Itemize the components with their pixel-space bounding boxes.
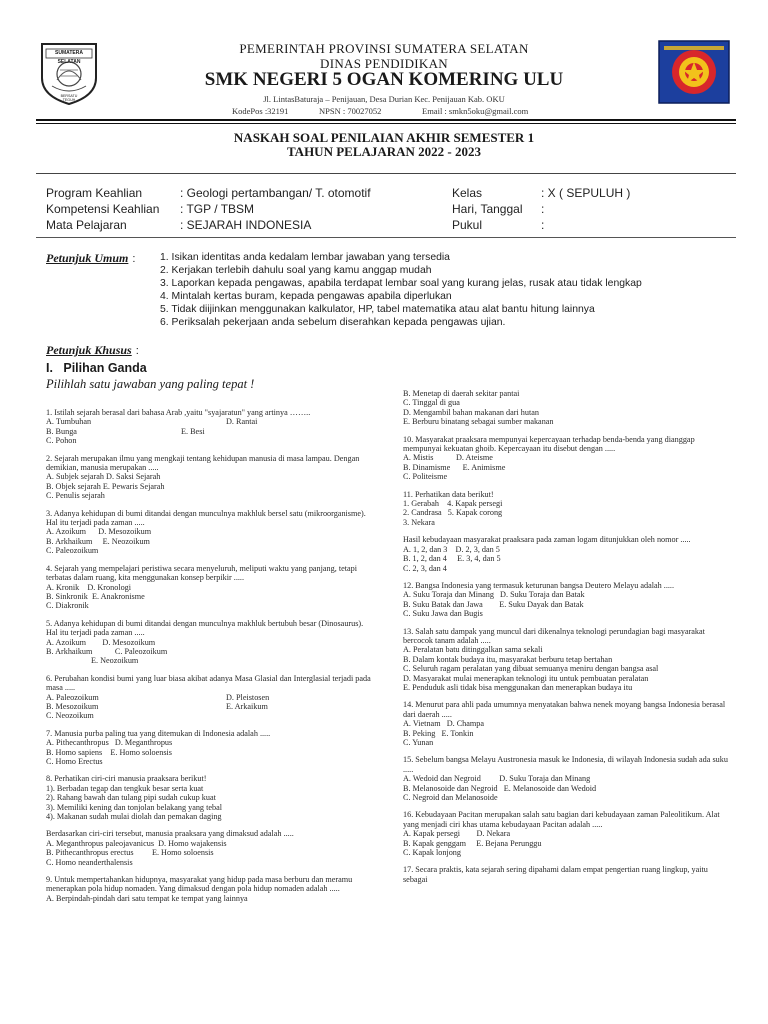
option: C. Penulis sejarah: [46, 491, 105, 501]
option: D. Masyarakat mulai menerapkan teknologi itu untuk pembuatan peralatan: [403, 673, 649, 683]
logo-text-bottom: BERSATU TEGUH: [60, 94, 78, 102]
logo-text-top: SUMATERA SELATAN: [55, 50, 83, 65]
question-stem: 10. Masyarakat praaksara mempunyai kepercayaan terhadap benda-benda yang dianggap mempunyai kekuatan ghoib. Kepercayaan itu disebut dengan .....: [403, 434, 695, 454]
option: B. Homo sapiens E. Homo soloensis: [46, 747, 172, 757]
list-item: 1). Berbadan tegap dan tengkuk besar serta kuat: [46, 783, 204, 793]
question-stem: 14. Menurut para ahli pada umumnya menyatakan bahwa nenek moyang bangsa Indonesia berasal dari daerah .....: [403, 700, 726, 719]
option: A. Berpindah-pindah dari satu tempat ke tempat yang lainnya: [46, 893, 248, 903]
option: B. 1, 2, dan 4 E. 3, 4, dan 5: [403, 554, 501, 564]
option: A. Kapak persegi D. Nekara: [403, 829, 511, 839]
exam-title: NASKAH SOAL PENILAIAN AKHIR SEMESTER 1: [233, 130, 535, 145]
mapel-label: Mata Pelajaran: [46, 218, 127, 232]
pukul-value: :: [541, 218, 545, 232]
header-divider-thick: [36, 119, 736, 121]
header-npsn: NPSN : 70027052: [319, 106, 382, 116]
question-16: [403, 810, 733, 857]
instruction-item: 6. Periksalah pekerjaan anda sebelum diserahkan kepada pengawas ujian.: [160, 317, 506, 328]
petunjuk-khusus-heading: [46, 341, 139, 359]
kompetensi-value: : TGP / TBSM: [180, 202, 255, 216]
program-value: : Geologi pertambangan/ T. otomotif: [180, 186, 371, 200]
question-4: [46, 564, 372, 611]
option: B. Pithecanthropus erectus E. Homo soloensis: [46, 848, 214, 858]
program-label: Program Keahlian: [46, 186, 143, 200]
question-8: [46, 774, 372, 821]
kelas-value: : X ( SEPULUH ): [541, 186, 631, 200]
option: B. Dinamisme E. Animisme: [403, 462, 506, 472]
option: A. Pithecanthropus D. Meganthropus: [46, 738, 173, 748]
option: A. Azoikum D. Mesozoikum: [46, 527, 152, 537]
option: B. Arkhaikum C. Paleozoikum: [46, 646, 168, 656]
option: C. Homo Erectus: [46, 757, 103, 766]
option: C. Pohon: [46, 436, 77, 446]
instruction-item: 5. Tidak diijinkan menggunakan kalkulator, HP, tabel matematika atau alat bantu hitung lainnya: [160, 304, 595, 315]
option: C. Homo neanderthalensis: [46, 857, 133, 867]
option: A. Subjek sejarah D. Saksi Sejarah: [46, 472, 161, 482]
question-stem: 2. Sejarah merupakan ilmu yang mengkaji tentang kehidupan manusia di masa lampau. Dengan demikian, manusia merupakan .....: [46, 453, 360, 473]
instruction-item: 3. Laporkan kepada pengawas, apabila terdapat lembar soal yang kurang jelas, rusak atau tidak lengkap: [160, 278, 642, 289]
petunjuk-umum-heading: [46, 249, 135, 267]
header-kodepos: KodePos :32191: [232, 106, 289, 116]
option: A. Suku Toraja dan Minang D. Suku Toraja dan Batak: [403, 590, 585, 600]
option: B. Melanosoide dan Negroid E. Melanosoide dan Wedoid: [403, 783, 597, 793]
question-stem: 1. Istilah sejarah berasal dari bahasa Arab ,yaitu "syajaratun" yang artinya ……..: [46, 408, 311, 417]
question-5: [46, 619, 372, 666]
option: B. Objek sejarah E. Pewaris Sejarah: [46, 481, 165, 491]
question-stem: 12. Bangsa Indonesia yang termasuk keturunan bangsa Deutero Melayu adalah .....: [403, 580, 675, 590]
question-8-options: [46, 829, 372, 867]
option: C. Suku Jawa dan Bugis: [403, 609, 483, 619]
list-item: 4). Makanan sudah mulai diolah dan pemakan daging: [46, 812, 222, 822]
option: C. Paleozoikum: [46, 546, 99, 556]
option: C. Diakronik: [46, 601, 89, 611]
option: C. Politeisme: [403, 472, 448, 482]
question-14: [403, 700, 733, 747]
petunjuk-umum-colon: :: [132, 253, 136, 265]
section-subtitle: Pilihlah satu jawaban yang paling tepat !: [46, 377, 255, 391]
question-stem: Hasil kebudayaan masyarakat praaksara pada zaman logam ditunjukkan oleh nomor .....: [403, 535, 691, 545]
option: E. Neozoikum: [91, 656, 139, 666]
question-stem: 13. Salah satu dampak yang muncul dari dikenalnya teknologi perundagian bagi masyarakat bercocok tanam adalah .....: [403, 626, 705, 645]
question-stem: Berdasarkan ciri-ciri tersebut, manusia praaksara yang dimaksud adalah .....: [46, 829, 294, 839]
option: B. Suku Batak dan Jawa E. Suku Dayak dan Batak: [403, 599, 584, 609]
question-7: [46, 729, 372, 767]
option: A. Peralatan batu ditinggalkan sama sekali: [403, 645, 543, 655]
option: D. Rantai: [226, 417, 258, 427]
option: A. Tumbuhan: [46, 417, 92, 427]
option: E. Arkaikum: [226, 701, 268, 711]
option: A. Kronik D. Kronologi: [46, 582, 132, 592]
question-11-options: [403, 535, 733, 573]
question-12: [403, 581, 733, 619]
questions-right-column: [403, 389, 733, 892]
kelas-label: Kelas: [452, 186, 483, 200]
list-item: 2. Candrasa 5. Kapak corong: [403, 508, 503, 518]
question-1: [46, 408, 372, 446]
list-item: 2). Rahang bawah dan tulang pipi sudah cukup kuat: [46, 793, 216, 803]
list-item: 3. Nekara: [403, 517, 435, 527]
question-stem: 7. Manusia purba paling tua yang ditemukan di Indonesia adalah .....: [46, 728, 271, 738]
question-9: [46, 875, 372, 903]
option: B. Menetap di daerah sekitar pantai: [403, 389, 520, 398]
header-government: PEMERINTAH PROVINSI SUMATERA SELATAN: [239, 41, 529, 56]
option: C. Kapak lonjong: [403, 848, 461, 858]
option: C. Seluruh ragam peralatan yang dibuat semuanya meniru dengan bangsa asal: [403, 664, 659, 674]
list-item: 1. Gerabah 4. Kapak persegi: [403, 499, 503, 509]
option: E. Besi: [181, 426, 205, 436]
header-school-name: SMK NEGERI 5 OGAN KOMERING ULU: [204, 69, 564, 90]
question-stem: 17. Secara praktis, kata sejarah sering dipahami dalam empat pengertian ruang lingkup, yaitu sebagai: [403, 865, 708, 884]
question-stem: 4. Sejarah yang mempelajari peristiwa secara menyeluruh, meliputi waktu yang panjang, tetapi terbatas dalam ruang, kita menggunakan konsep berpikir .....: [46, 563, 358, 583]
section-title: I. Pilihan Ganda: [46, 361, 147, 375]
info-divider: [36, 237, 736, 238]
hari-value: :: [541, 202, 545, 216]
option: C. 2, 3, dan 4: [403, 563, 447, 573]
question-stem: 16. Kebudayaan Pacitan merupakan salah satu bagian dari kebudayaan zaman Paleolitikum. Alat yang menjadi ciri khas utama kebudayaan Pacitan adalah .....: [403, 810, 720, 829]
option: C. Tinggal di gua: [403, 398, 460, 408]
option: E. Penduduk asli tidak bisa menggunakan dan menerapkan budaya itu: [403, 682, 633, 692]
mapel-value: : SEJARAH INDONESIA: [180, 218, 312, 232]
option: B. Kapak genggam E. Bejana Perunggu: [403, 838, 542, 848]
option: E. Berburu binatang sebagai sumber makanan: [403, 417, 554, 427]
option: D. Pleistosen: [226, 692, 270, 702]
question-17: [403, 865, 733, 884]
option: A. Wedoid dan Negroid D. Suku Toraja dan Minang: [403, 774, 591, 784]
question-stem: 5. Adanya kehidupan di bumi ditandai dengan munculnya makhluk bertubuh besar (Dinosaurus). Hal itu terjadi pada zaman .....: [46, 618, 364, 638]
header-divider-thin: [36, 123, 736, 124]
option: B. Mesozoikum: [46, 701, 99, 711]
question-stem: 9. Untuk mempertahankan hidupnya, masyarakat yang hidup pada masa berburu dan meramu menerapkan pola hidup nomaden. Yang dimaksud dengan pola hidup nomaden adalah .....: [46, 875, 353, 894]
question-9-continued: [403, 389, 733, 427]
question-stem: 15. Sebelum bangsa Melayu Austronesia masuk ke Indonesia, di wilayah Indonesia sudah ada suku .....: [403, 755, 728, 774]
header-address: Jl. LintasBaturaja – Penijauan, Desa Durian Kec. Penijauan Kab. OKU: [263, 94, 505, 104]
header-department: DINAS PENDIDIKAN: [320, 56, 448, 71]
question-stem: 3. Adanya kehidupan di bumi ditandai dengan munculnya makhluk bersel satu (mikroorganisme). Hal itu terjadi pada zaman .....: [46, 508, 366, 528]
question-13: [403, 627, 733, 693]
petunjuk-umum-label: Petunjuk Umum: [46, 251, 129, 265]
question-6: [46, 674, 372, 721]
instruction-item: 2. Kerjakan terlebih dahulu soal yang kamu anggap mudah: [160, 265, 432, 276]
option: B. Arkhaikum E. Neozoikum: [46, 536, 150, 546]
hari-label: Hari, Tanggal: [452, 202, 523, 216]
option: B. Dalam kontak budaya itu, masyarakat berburu tetap bertahan: [403, 654, 613, 664]
exam-year: TAHUN PELAJARAN 2022 - 2023: [286, 144, 482, 159]
pukul-label: Pukul: [452, 218, 483, 232]
option: A. Azoikum D. Mesozoikum: [46, 637, 156, 647]
option: C. Neozoikum: [46, 711, 94, 721]
list-item: 3). Memiliki kening dan tonjolan belakang yang tebal: [46, 802, 222, 812]
question-3: [46, 509, 372, 556]
question-10: [403, 435, 733, 482]
option: C. Negroid dan Melanosoide: [403, 793, 498, 803]
title-divider: [36, 173, 736, 174]
instruction-item: 1. Isikan identitas anda kedalam lembar jawaban yang tersedia: [160, 252, 450, 263]
question-stem: 11. Perhatikan data berikut!: [403, 489, 494, 499]
option: A. Paleozoikum: [46, 692, 99, 702]
option: B. Peking E. Tonkin: [403, 728, 474, 738]
question-stem: 8. Perhatikan ciri-ciri manusia praaksara berikut!: [46, 774, 207, 784]
instruction-item: 4. Mintalah kertas buram, kepada pengawas apabila diperlukan: [160, 291, 452, 302]
question-stem: 6. Perubahan kondisi bumi yang luar biasa akibat adanya Masa Glasial dan Interglasial terjadi pada masa .....: [46, 673, 371, 693]
question-11: [403, 490, 733, 528]
option: A. Vietnam D. Champa: [403, 719, 484, 729]
option: B. Sinkronik E. Anakronisme: [46, 591, 145, 601]
petunjuk-khusus-colon: :: [135, 345, 139, 357]
option: C. Yunan: [403, 738, 434, 747]
kompetensi-label: Kompetensi Keahlian: [46, 202, 160, 216]
option: D. Mengambil bahan makanan dari hutan: [403, 407, 539, 417]
option: A. Mistis D. Ateisme: [403, 453, 493, 463]
question-2: [46, 454, 372, 501]
question-15: [403, 755, 733, 802]
header-email: Email : smkn5oku@gmail.com: [422, 106, 529, 116]
option: A. Meganthropus paleojavanicus D. Homo wajakensis: [46, 838, 227, 848]
petunjuk-khusus-label: Petunjuk Khusus: [46, 343, 132, 357]
option: B. Bunga: [46, 426, 77, 436]
questions-left-column: [46, 408, 372, 911]
option: A. 1, 2, dan 3 D. 2, 3, dan 5: [403, 544, 500, 554]
